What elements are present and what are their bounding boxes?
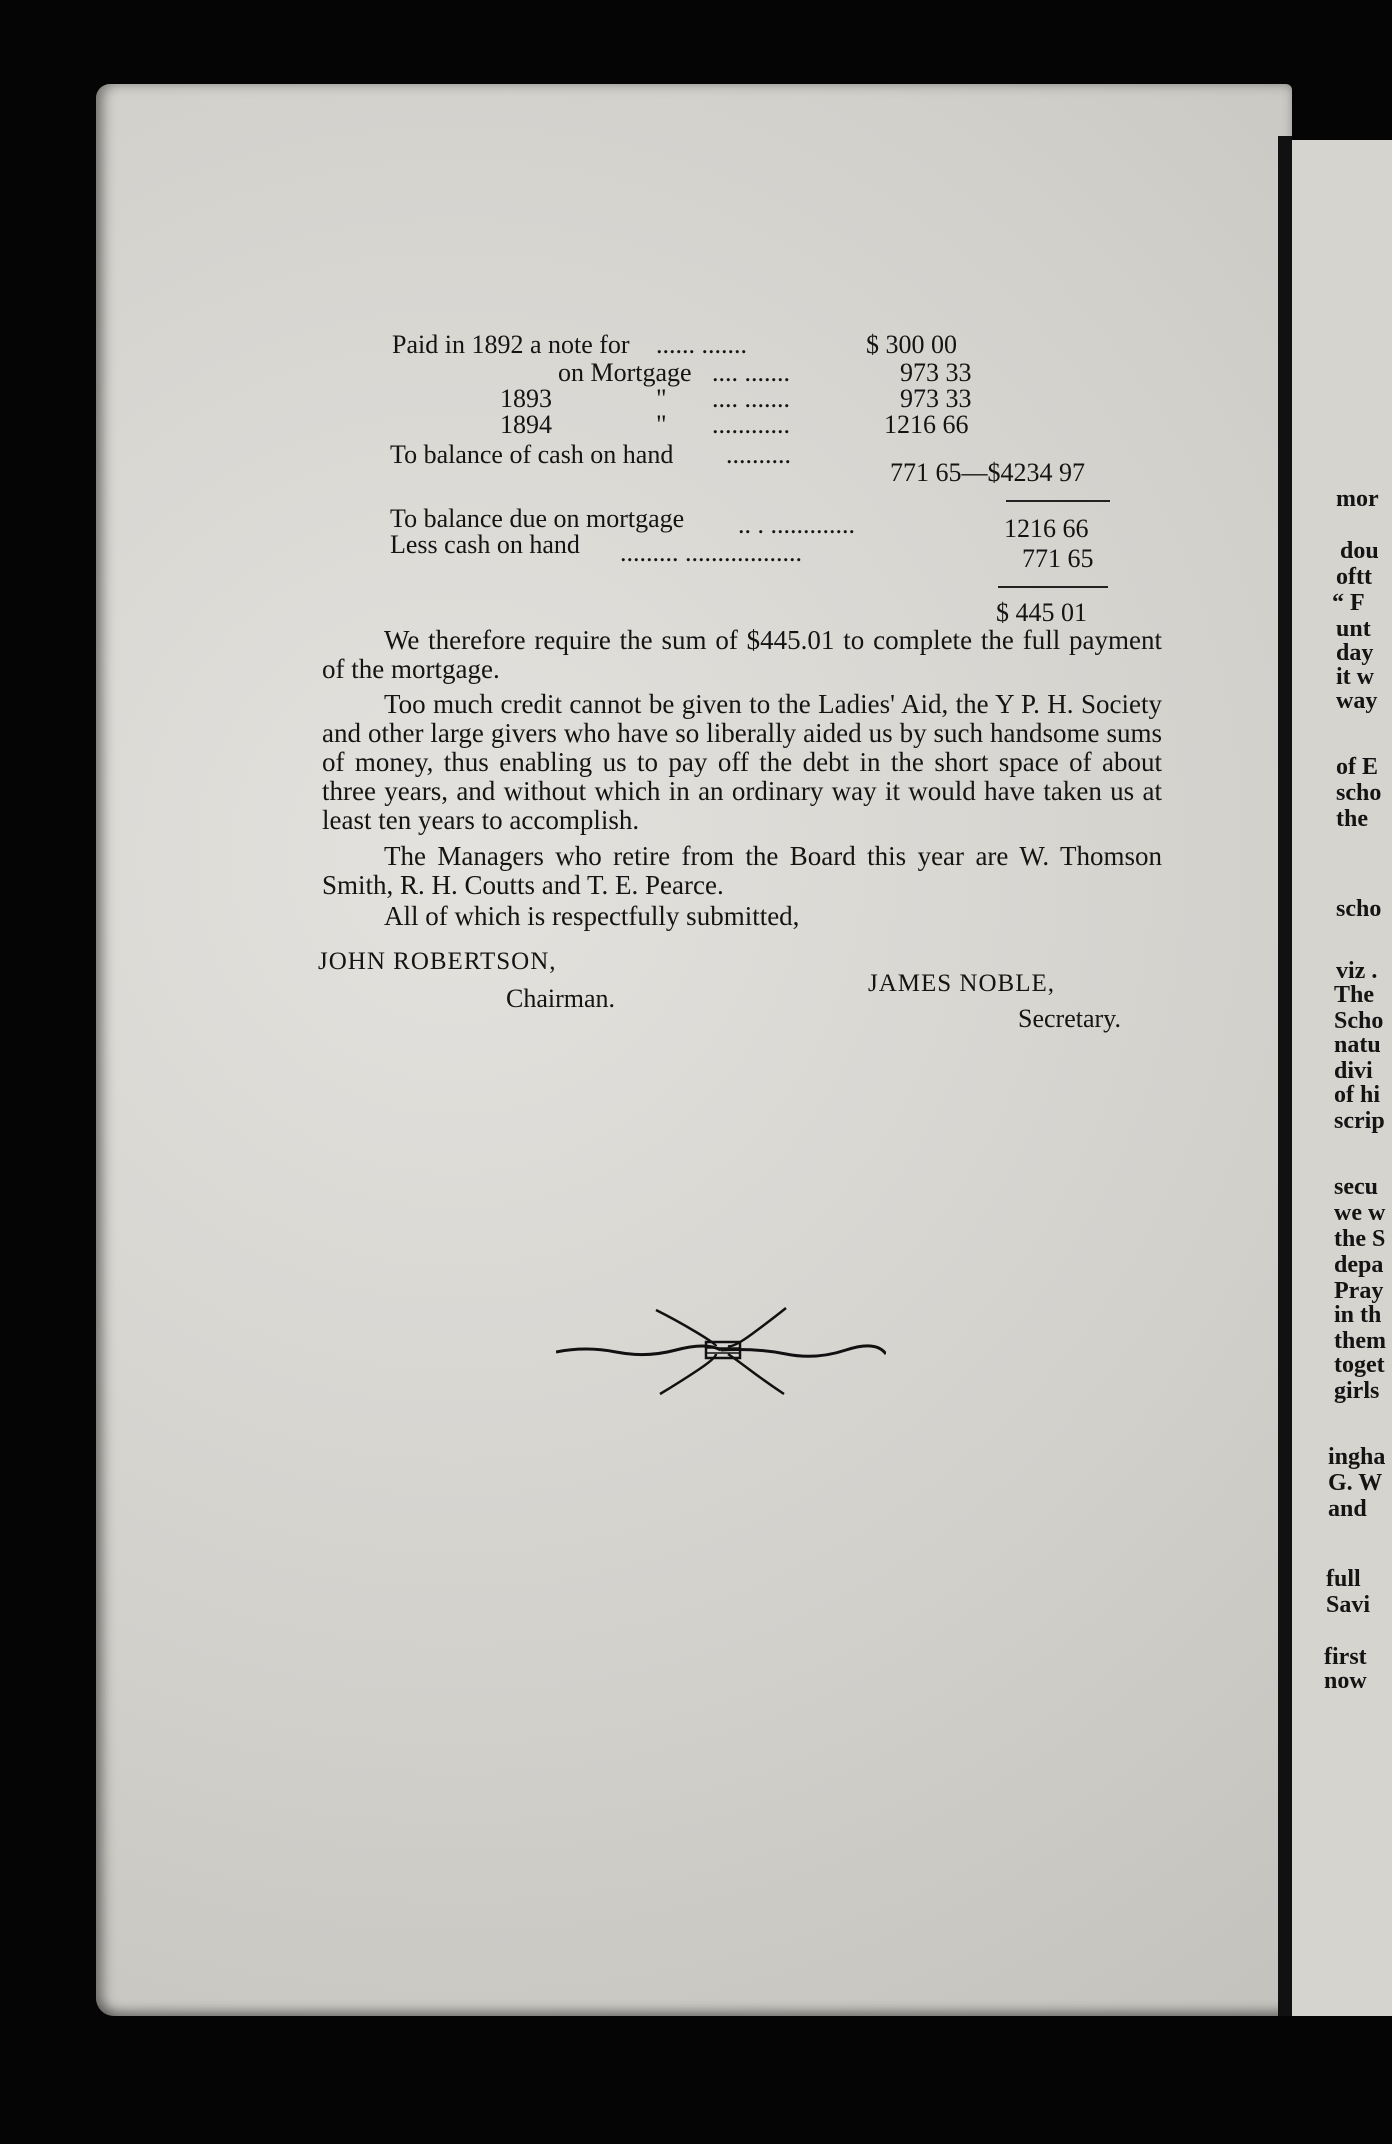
facing-fragment: the [1336,806,1368,832]
facing-fragment: in th [1334,1302,1382,1328]
ledger-ditto: " [656,384,667,413]
body-paragraph: Too much credit cannot be given to the Ladies' Aid, the Y P. H. Society and other large givers who have so liberally aided us by such handsome sums of money, thus enabling us to pay off the debt in the short space of about three years, and without which in an ordinary way it would have taken us at least ten years to accomplish. [322,689,1162,835]
ledger-leader: ...... ....... [656,330,747,359]
facing-fragment: we w [1334,1200,1386,1226]
facing-fragment: The [1334,982,1375,1008]
facing-fragment: toget [1334,1352,1385,1378]
facing-fragment: of hi [1334,1082,1381,1108]
ledger-leader: .... ....... [712,384,790,413]
ledger-rule [1006,500,1110,502]
ledger-amount: 1216 66 [884,410,969,439]
ledger-label: 1893 [500,384,552,413]
facing-fragment: dou [1340,538,1379,564]
facing-fragment: Pray [1334,1278,1384,1304]
facing-fragment: Scho [1334,1008,1384,1034]
ledger-amount: 973 33 [900,384,972,413]
ledger-leader: .... ....... [712,358,790,387]
ornament-flourish [556,1290,886,1410]
facing-fragment: mor [1336,486,1379,512]
facing-fragment: ingha [1328,1444,1386,1470]
ledger-leader: .......... [726,440,791,469]
ledger-amount: 1216 66 [1004,514,1089,543]
facing-fragment: Savi [1326,1592,1371,1618]
ledger-leader: ......... .................. [620,538,802,567]
facing-fragment: divi [1334,1058,1373,1084]
facing-fragment: girls [1334,1378,1380,1404]
ledger-label: 1894 [500,410,552,439]
ledger-label: Less cash on hand [390,530,580,559]
facing-fragment: way [1336,688,1378,714]
chairman-title: Chairman. [506,984,616,1013]
ledger-amount: $ 300 00 [866,330,957,359]
facing-fragment: scho [1336,780,1382,806]
facing-fragment: day [1336,640,1374,666]
facing-fragment: viz . [1336,958,1378,984]
ledger-amount: 771 65 [1022,544,1094,573]
ledger-amount: 973 33 [900,358,972,387]
ledger-label: To balance due on mortgage [390,504,685,533]
facing-fragment: first [1324,1644,1367,1670]
ledger-amount: 771 65—$4234 97 [890,458,1085,487]
facing-page [1292,140,1392,2016]
secretary-title: Secretary. [1018,1004,1121,1033]
facing-fragment: full [1326,1566,1361,1592]
facing-fragment: it w [1336,664,1374,690]
facing-fragment: depa [1334,1252,1384,1278]
facing-fragment: oftt [1336,564,1372,590]
ledger-net-amount: $ 445 01 [996,598,1087,627]
ledger-label: To balance of cash on hand [390,440,674,469]
body-paragraph: All of which is respectfully submitted, [384,901,800,931]
facing-fragment: unt [1336,616,1371,642]
facing-fragment: now [1324,1668,1367,1694]
facing-fragment: the S [1334,1226,1386,1252]
ledger-label: Paid in 1892 a note for [392,330,630,359]
ledger-rule [998,586,1108,588]
facing-fragment: them [1334,1328,1386,1354]
ledger-leader: ............ [712,410,790,439]
facing-fragment: G. W [1328,1470,1383,1496]
facing-fragment: secu [1334,1174,1378,1200]
facing-fragment: and [1328,1496,1367,1522]
ledger-label: on Mortgage [558,358,692,387]
ledger-leader: .. . ............. [738,510,855,539]
chairman-name: JOHN ROBERTSON, [318,948,557,975]
facing-fragment: scho [1336,896,1382,922]
facing-fragment: scrip [1334,1108,1385,1134]
book-page [96,84,1292,2016]
facing-fragment: natu [1334,1032,1381,1058]
book-gutter [1278,136,1292,2016]
facing-fragment: of E [1336,754,1378,780]
secretary-name: JAMES NOBLE, [868,970,1056,997]
facing-fragment: “ F [1332,590,1365,616]
ledger-ditto: " [656,410,667,439]
body-paragraph: The Managers who retire from the Board this year are W. Thomson Smith, R. H. Coutts and T. E. Pearce. [322,841,1162,900]
body-paragraph: We therefore require the sum of $445.01 to complete the full payment of the mortgage. [322,625,1162,684]
